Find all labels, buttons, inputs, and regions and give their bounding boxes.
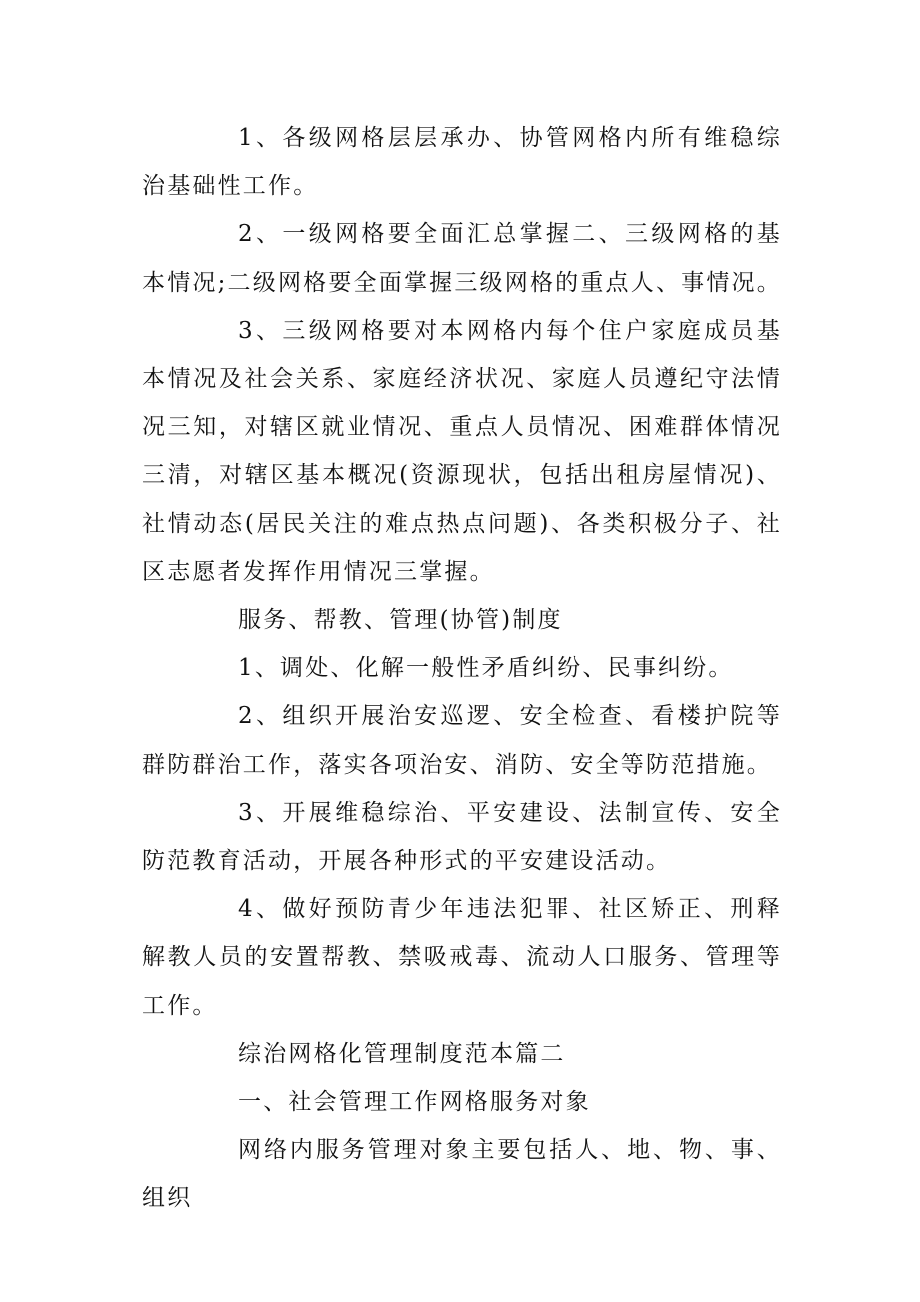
paragraph-service-targets: 网络内服务管理对象主要包括人、地、物、事、组织 <box>142 1137 782 1212</box>
paragraph-grid-duty-1: 1、各级网格层层承办、协管网格内所有维稳综治基础性工作。 <box>142 125 782 200</box>
paragraph-grid-duty-3: 3、三级网格要对本网格内每个住户家庭成员基本情况及社会关系、家庭经济状况、家庭人员遵纪守法情况三知，对辖区就业情况、重点人员情况、困难群体情况三清，对辖区基本概况(资源现状，包括出租房屋情况)、社情动态(居民关注的难点热点问题)、各类积极分子、社区志愿者发挥作用情况三掌握。 <box>142 317 782 585</box>
paragraph-service-1: 1、调处、化解一般性矛盾纠纷、民事纠纷。 <box>238 655 734 682</box>
paragraph-grid-duty-2: 2、一级网格要全面汇总掌握二、三级网格的基本情况;二级网格要全面掌握三级网格的重点人、事情况。 <box>142 221 782 296</box>
paragraph-service-4: 4、做好预防青少年违法犯罪、社区矫正、刑释解教人员的安置帮教、禁吸戒毒、流动人口服务、管理等工作。 <box>142 896 782 1019</box>
section-heading-service-system: 服务、帮教、管理(协管)制度 <box>238 607 563 634</box>
section-heading-service-targets: 一、社会管理工作网格服务对象 <box>238 1089 591 1116</box>
paragraph-service-2: 2、组织开展治安巡逻、安全检查、看楼护院等群防群治工作，落实各项治安、消防、安全等防范措施。 <box>142 703 782 778</box>
document-body <box>142 114 782 1223</box>
paragraph-service-3: 3、开展维稳综治、平安建设、法制宣传、安全防范教育活动，开展各种形式的平安建设活动。 <box>142 799 782 875</box>
chapter-heading-part-two: 综治网格化管理制度范本篇二 <box>238 1040 566 1067</box>
